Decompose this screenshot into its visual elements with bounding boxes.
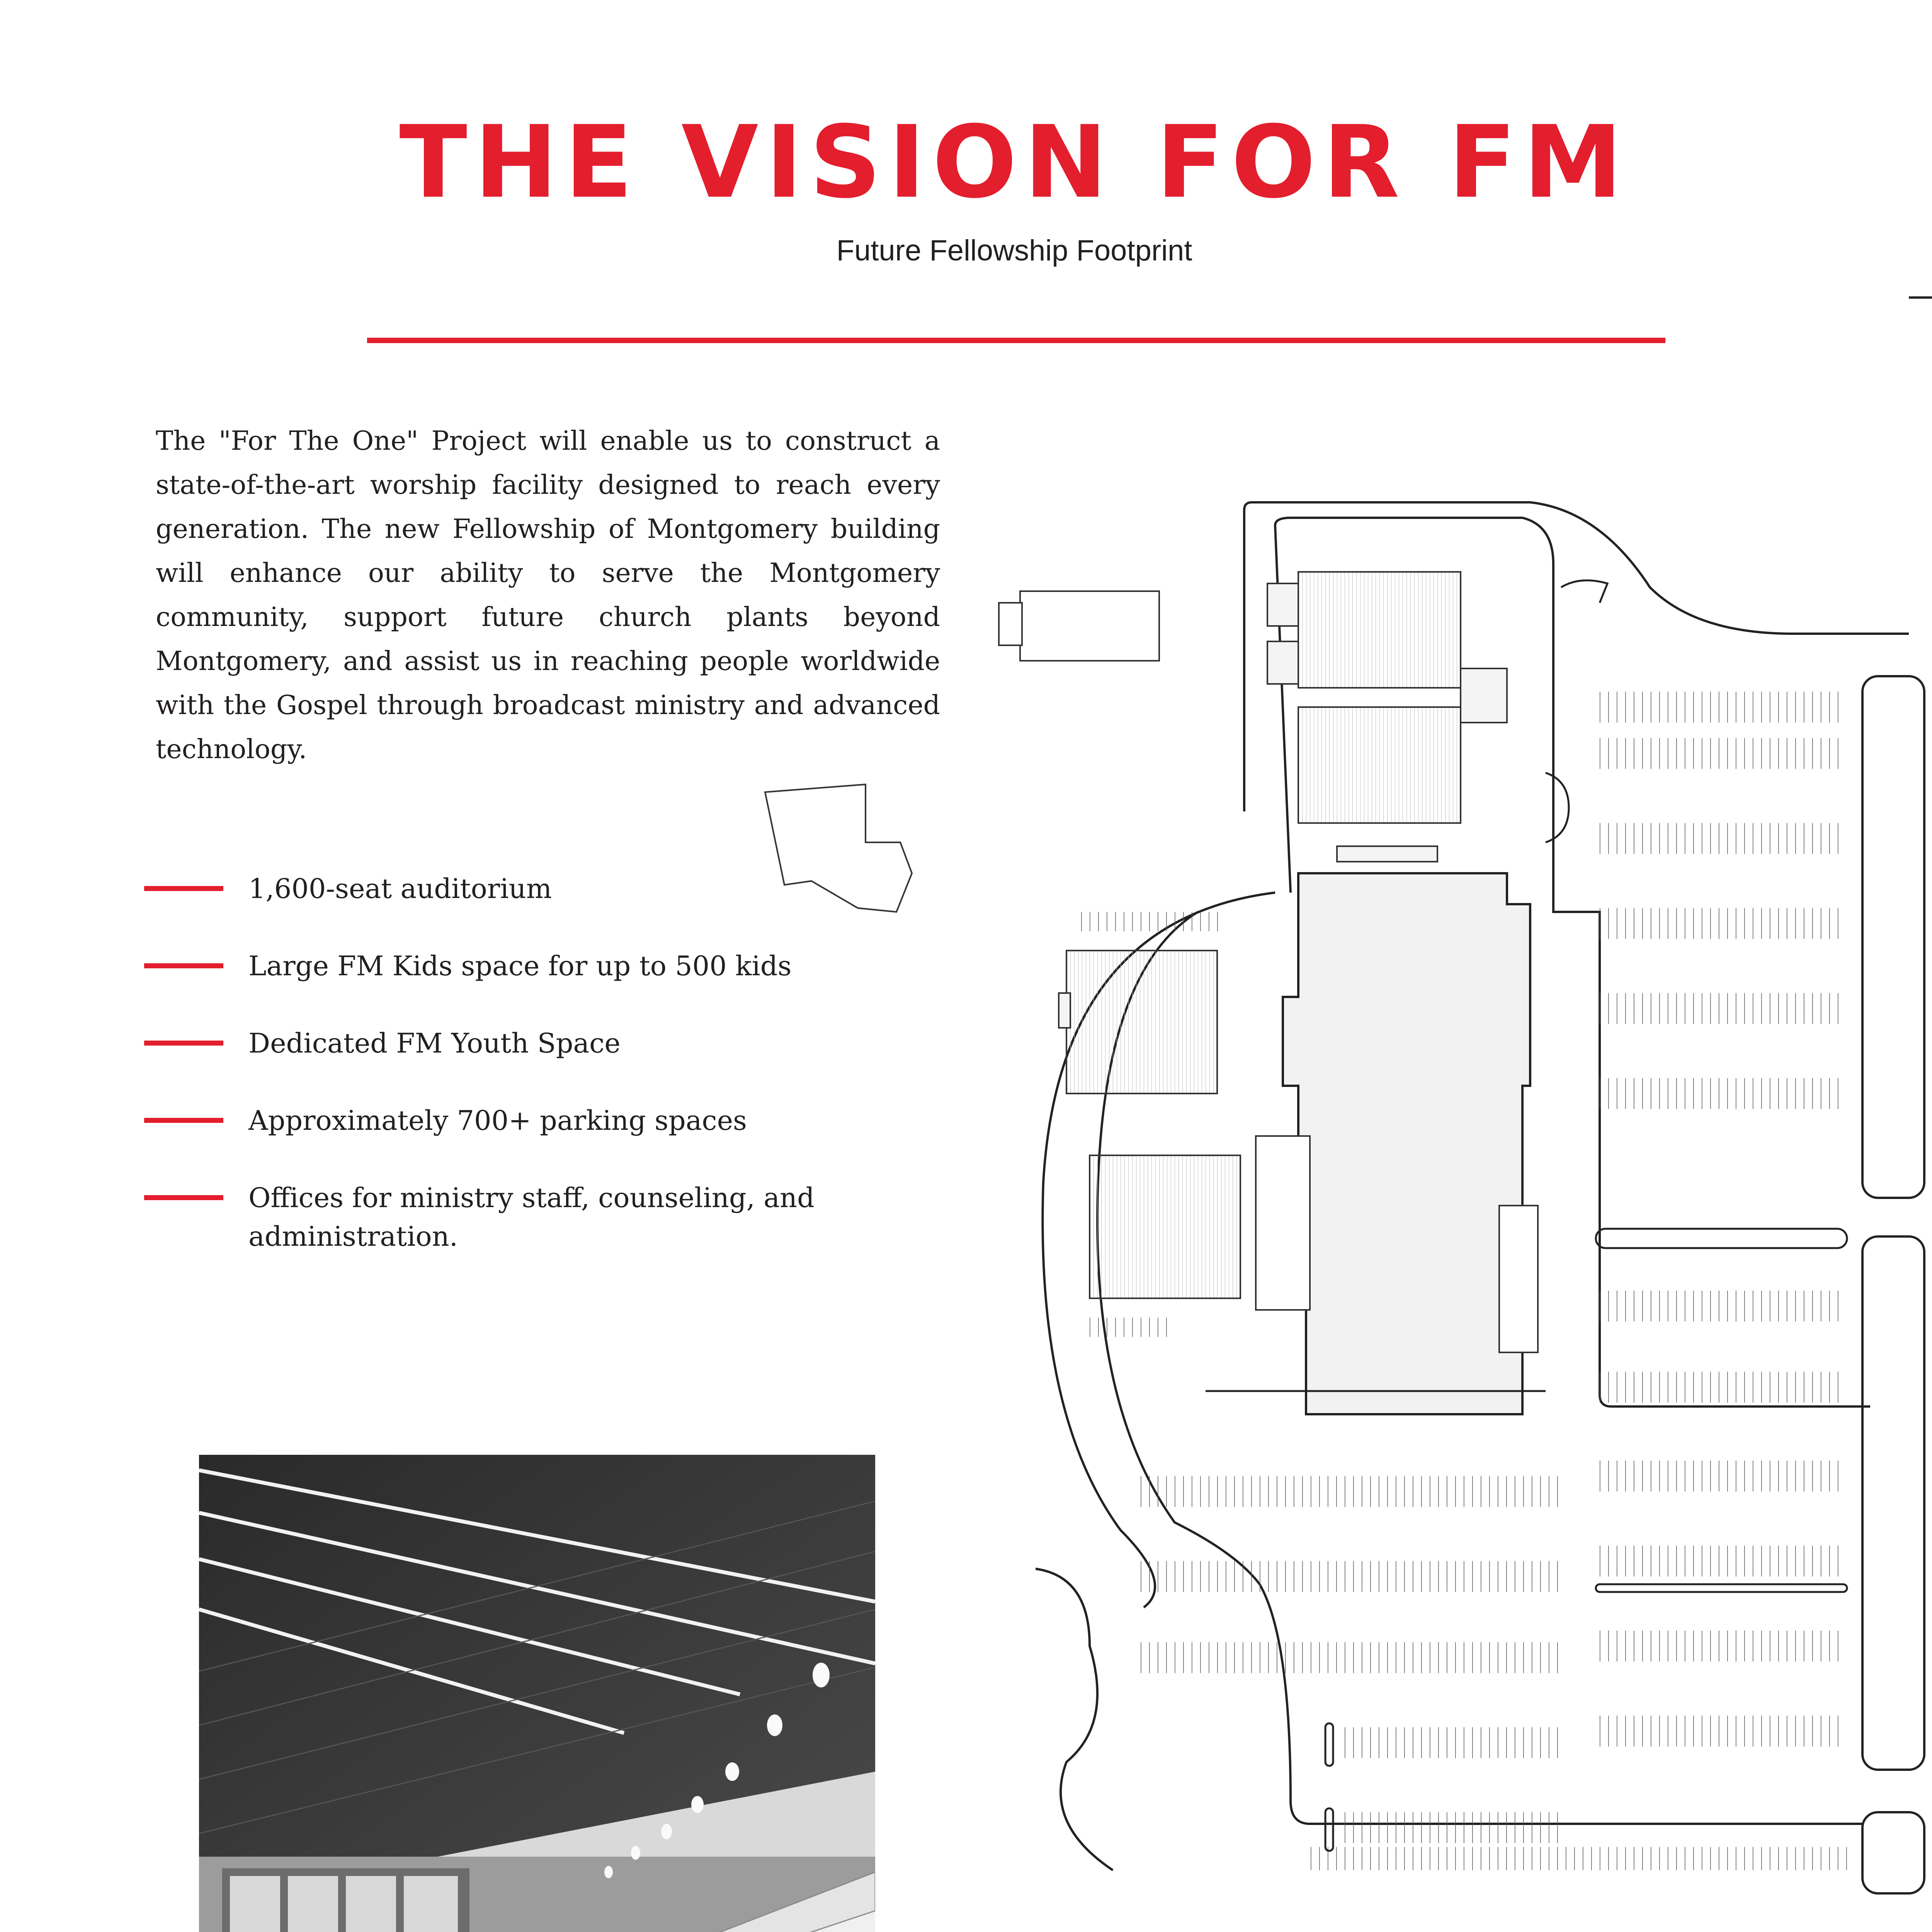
page-subtitle: Future Fellowship Footprint (836, 234, 1192, 267)
intro-paragraph: The "For The One" Project will enable us to construct a state-of-the-art worship facility designed to reach every generation. The new Fellowship of Montgomery building will enhance our ability to serve the Montgomery community, support future church plants beyond Montgomery, and assist us in reaching people worldwide with the Gospel through broadcast ministry and advanced technology. (156, 426, 940, 765)
auditorium-footprint (1283, 873, 1530, 1414)
red-dash-bullet (144, 1041, 223, 1046)
feature-text: Dedicated FM Youth Space (248, 1027, 621, 1059)
red-dash-bullet (144, 1118, 223, 1123)
site-plan-drawing (750, 294, 1932, 1917)
feature-text: Offices for ministry staff, counseling, and administration. (248, 1182, 815, 1252)
feature-text: 1,600-seat auditorium (248, 873, 552, 905)
red-dash-bullet (144, 963, 223, 968)
lobby-rendering-image (199, 1455, 875, 1932)
page-title: THE VISION FOR FM (399, 104, 1629, 220)
red-dash-bullet (144, 886, 223, 891)
red-dash-bullet (144, 1195, 223, 1200)
feature-text: Large FM Kids space for up to 500 kids (248, 950, 792, 982)
feature-text: Approximately 700+ parking spaces (248, 1105, 747, 1136)
